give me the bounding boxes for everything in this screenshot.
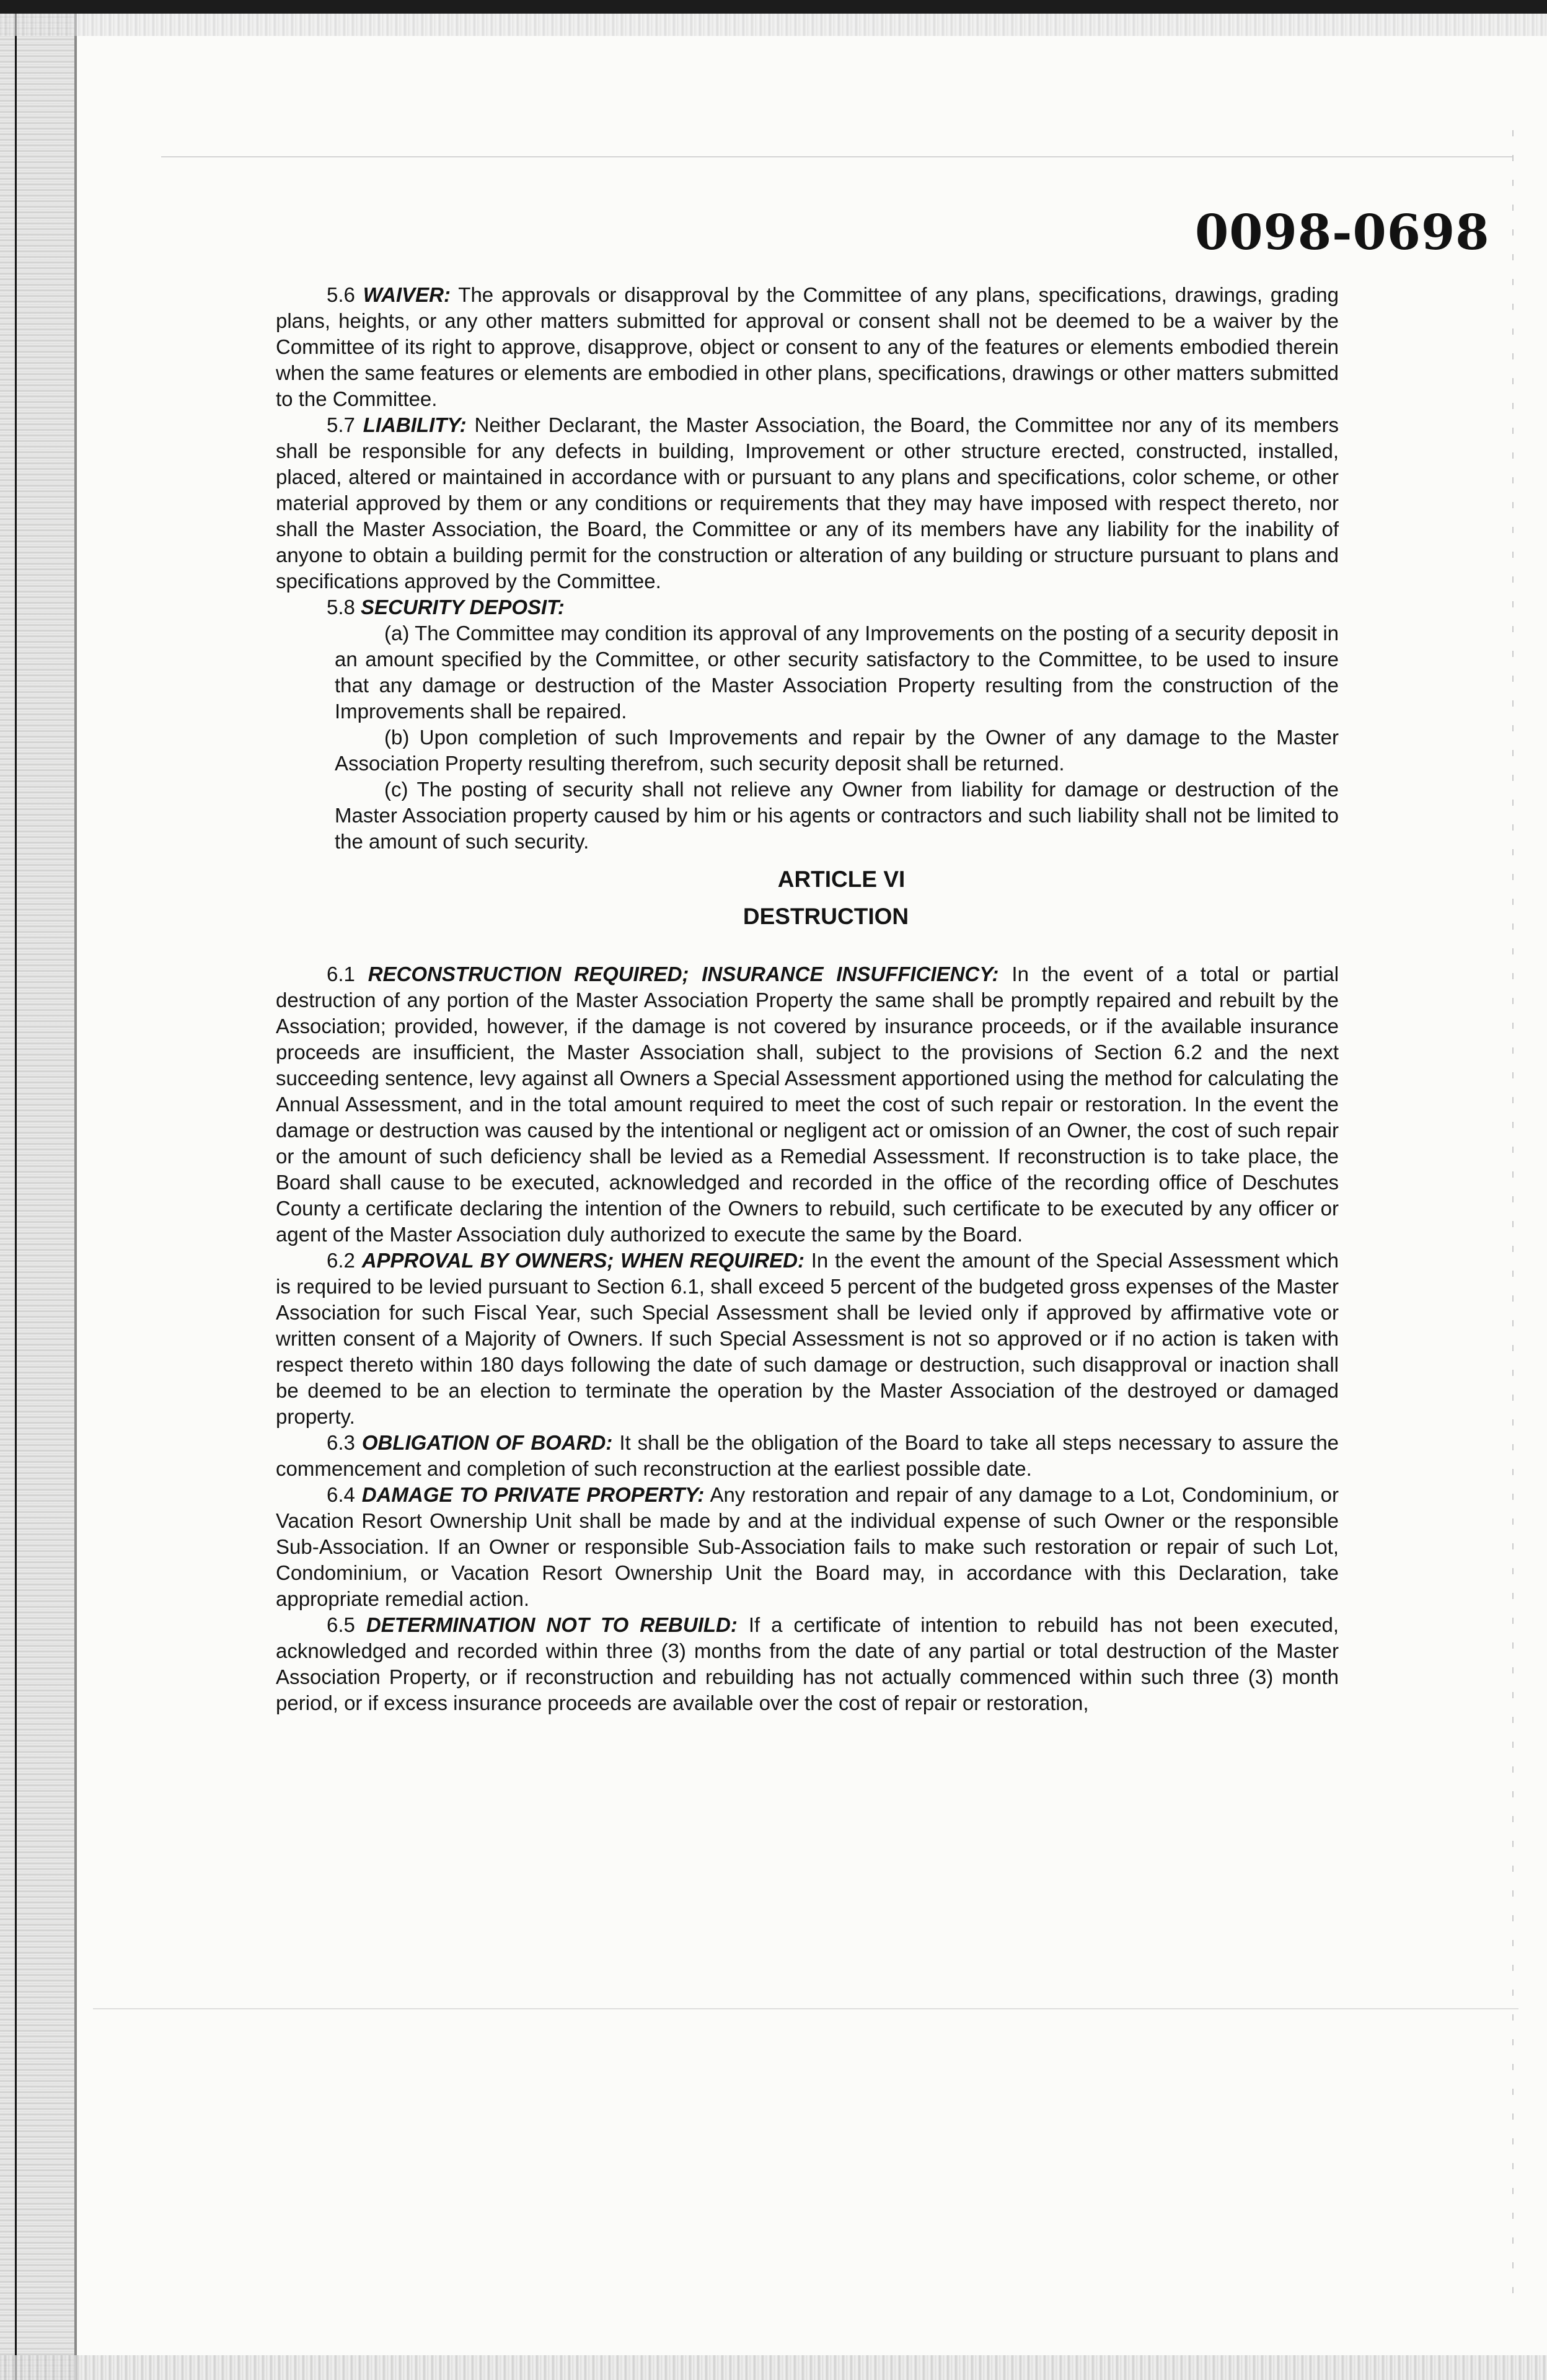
- paragraph-6-4: [276, 1482, 1339, 1612]
- paragraph-6-2: [276, 1248, 1339, 1430]
- section-number: 6.3: [327, 1431, 355, 1454]
- section-text: Neither Declarant, the Master Association, the Board, the Committee nor any of its members shall be responsible for any defects in building, Improvement or other structure erected, constructed, installed, placed, altered or maintained in accordance with or pursuant to any plans and specifications, color scheme, or other material approved by them or any conditions or requirements that they may have imposed with respect thereto, nor shall the Master Association, the Board, the Committee or any of its members have any liability for the inability of anyone to obtain a building permit for the construction or alteration of any building or structure pursuant to plans and specifications approved by the Committee.: [276, 413, 1339, 593]
- scan-border-top: [0, 0, 1547, 14]
- section-number: 5.7: [327, 413, 355, 436]
- subparagraph-c: (c) The posting of security shall not relieve any Owner from liability for damage or destruction of the Master Association property caused by him or his agents or contractors and such liability shall not be limited to the amount of such security.: [335, 778, 1339, 853]
- section-heading: OBLIGATION OF BOARD:: [361, 1431, 613, 1454]
- scan-border-left: [0, 0, 74, 2380]
- document-body: [276, 282, 1339, 1716]
- section-text: In the event the amount of the Special Assessment which is required to be levied pursuant to Section 6.1, shall exceed 5 percent of the budgeted gross expenses of the Master Association for such Fiscal Year, such Special Assessment shall be levied only if approved by affirmative vote or written consent of a Majority of Owners. If such Special Assessment is not so approved or if no action is taken with respect thereto within 180 days following the date of such damage or destruction, such disapproval or inaction shall be deemed to be an election to terminate the operation by the Master Association of the destroyed or damaged property.: [276, 1249, 1339, 1428]
- article-subtitle: DESTRUCTION: [743, 904, 909, 929]
- scan-line-right: [1512, 124, 1514, 2293]
- section-number: 6.1: [327, 963, 355, 985]
- section-number: 6.4: [327, 1483, 355, 1506]
- scan-line-top: [161, 156, 1512, 157]
- subparagraph-b: (b) Upon completion of such Improvements and repair by the Owner of any damage to the Master Association Property resulting therefrom, such security deposit shall be returned.: [335, 726, 1339, 775]
- paragraph-5-7: [276, 412, 1339, 594]
- section-number: 6.5: [327, 1613, 355, 1636]
- paragraph-6-3: [276, 1430, 1339, 1482]
- section-number: 5.8: [327, 596, 355, 619]
- section-heading: SECURITY DEPOSIT:: [361, 596, 565, 619]
- section-heading: DAMAGE TO PRIVATE PROPERTY:: [361, 1483, 705, 1506]
- section-heading: RECONSTRUCTION REQUIRED; INSURANCE INSUFFICIENCY:: [368, 963, 999, 985]
- section-text: It shall be the obligation of the Board to take all steps necessary to assure the commencement and completion of such reconstruction at the earliest possible date.: [276, 1431, 1339, 1480]
- scan-line-left: [15, 0, 17, 2380]
- section-heading: DETERMINATION NOT TO REBUILD:: [366, 1613, 738, 1636]
- section-heading: APPROVAL BY OWNERS; WHEN REQUIRED:: [361, 1249, 804, 1272]
- paragraph-6-1: [276, 961, 1339, 1248]
- section-text: In the event of a total or partial destruction of any portion of the Master Association Property the same shall be promptly repaired and rebuilt by the Association; provided, however, if the damage is not covered by insurance proceeds, or if the available insurance proceeds are insufficient, the Master Association shall, subject to the provisions of Section 6.2 and the next succeeding sentence, levy against all Owners a Special Assessment apportioned using the method for calculating the Annual Assessment, and in the total amount required to meet the cost of such repair or restoration. In the event the damage or destruction was caused by the intentional or negligent act or omission of an Owner, the cost of such repair or the amount of such deficiency shall be levied as a Remedial Assessment. If reconstruction is to take place, the Board shall cause to be executed, acknowledged and recorded in the office of the recording office of Deschutes County a certificate declaring the intention of the Owners to rebuild, such certificate to be executed by any officer or agent of the Master Association duly authorized to execute the same by the Board.: [276, 963, 1339, 1246]
- article-heading: [276, 866, 1339, 930]
- section-number: 6.2: [327, 1249, 355, 1272]
- section-heading: LIABILITY:: [363, 413, 467, 436]
- section-text: If a certificate of intention to rebuild has not been executed, acknowledged and recorded within three (3) months from the date of any partial or total destruction of the Master Association Property, or if reconstruction and rebuilding has not actually commenced within such three (3) month period, or if excess insurance proceeds are available over the cost of repair or restoration,: [276, 1613, 1339, 1714]
- scan-edge-left: [74, 0, 77, 2380]
- section-text: Any restoration and repair of any damage to a Lot, Condominium, or Vacation Resort Ownership Unit shall be made by and at the individual expense of such Owner or the responsible Sub-Association. If an Owner or responsible Sub-Association fails to make such restoration or repair of such Lot, Condominium, or Vacation Resort Ownership Unit the Board may, in accordance with this Declaration, take appropriate remedial action.: [276, 1483, 1339, 1610]
- subparagraph-a: (a) The Committee may condition its approval of any Improvements on the posting of a security deposit in an amount specified by the Committee, or other security satisfactory to the Committee, to be used to insure that any damage or destruction of the Master Association Property resulting from the construction of the Improvements shall be repaired.: [335, 622, 1339, 723]
- section-text: The approvals or disapproval by the Committee of any plans, specifications, drawings, grading plans, heights, or any other matters submitted for approval or consent shall not be deemed to be a waiver by the Committee of its right to approve, disapprove, object or consent to any of the features or elements embodied therein when the same features or elements are embodied in other plans, specifications, drawings or other matters submitted to the Committee.: [276, 283, 1339, 410]
- scan-border-bottom: [0, 2355, 1547, 2380]
- document-number: 0098-0698: [1195, 205, 1490, 261]
- scan-noise-top: [0, 14, 1547, 36]
- article-title: ARTICLE VI: [777, 866, 906, 892]
- section-heading: WAIVER:: [363, 283, 451, 306]
- paragraph-5-8: [276, 594, 1339, 620]
- paragraph-6-5: [276, 1612, 1339, 1716]
- scan-line-lower: [93, 2008, 1518, 2009]
- paragraph-5-6: [276, 282, 1339, 412]
- section-number: 5.6: [327, 283, 355, 306]
